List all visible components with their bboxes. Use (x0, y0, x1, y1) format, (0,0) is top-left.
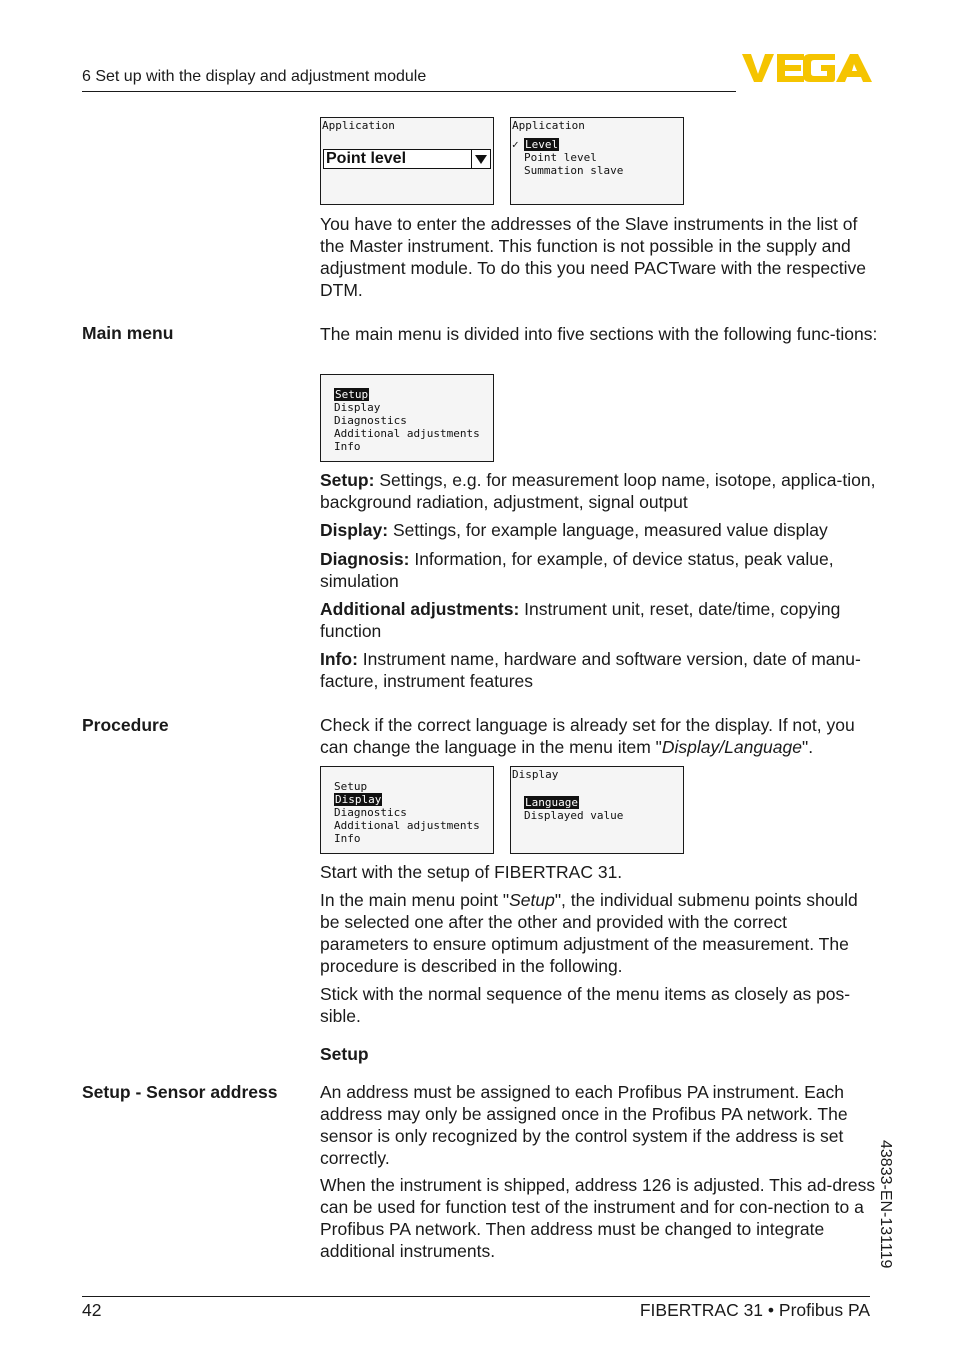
lcd-item[interactable]: Setup (334, 780, 368, 793)
dropdown-arrow-icon[interactable] (471, 150, 490, 168)
procedure-text (320, 714, 880, 758)
diagnosis-description (320, 548, 880, 592)
text-part: In the main menu point " (320, 890, 510, 910)
desc: Settings, for example language, measured value display (388, 520, 828, 540)
lcd-item[interactable]: Point level (524, 151, 597, 164)
document-code: 43833-EN-131119 (877, 1140, 894, 1269)
lcd-main-menu (320, 374, 494, 462)
lcd-title: Application (512, 119, 585, 132)
lcd-item[interactable]: Displayed value (524, 809, 624, 822)
main-menu-label: Main menu (82, 323, 174, 343)
sensor-address-p2: When the instrument is shipped, address 126 is adjusted. This ad-dress can be used for function test of the instrument and for con-nection to a Profibus PA network. Then address must be changed to integrate additional instruments. (320, 1175, 876, 1261)
text-part: Check if the correct language is already set for the display. If not, you can change the language in the menu item " (320, 715, 855, 757)
lcd-item[interactable]: Summation slave (524, 164, 624, 177)
main-point-text (320, 889, 880, 977)
application-select[interactable] (323, 149, 491, 169)
menu-path: Display/Language (661, 737, 802, 757)
desc: Instrument unit, reset, date/time, copying function (320, 599, 841, 641)
page-number: 42 (82, 1300, 102, 1320)
display-description (320, 519, 880, 541)
header-section-title: 6 Set up with the display and adjustment module (82, 68, 427, 85)
start-text: Start with the setup of FIBERTRAC 31. (320, 862, 623, 882)
desc: Instrument name, hardware and software version, date of manu-facture, instrument features (320, 649, 861, 691)
additional-description (320, 598, 880, 642)
lcd-application-list (510, 117, 684, 205)
info-description (320, 648, 880, 692)
menu-path: Setup (509, 890, 555, 910)
lcd-title: Application (322, 119, 395, 132)
lcd-main-menu-display (320, 766, 494, 854)
slave-note: You have to enter the addresses of the Slave instruments in the list of the Master instrument. This function is not possible in the supply and adjustment module. To do this you need PACTware with the respective DTM. (320, 214, 867, 300)
text-part: ". (801, 737, 814, 757)
vega-logo (742, 52, 872, 84)
lcd-title: Display (512, 768, 559, 781)
setup-heading: Setup (320, 1044, 369, 1064)
document-title: FIBERTRAC 31 • Profibus PA (639, 1300, 870, 1320)
sensor-address-p1: An address must be assigned to each Profibus PA instrument. Each address may only be assigned once in the Profibus PA network. The sensor is only recognized by the control system if the address is set correctly. (320, 1082, 848, 1168)
sensor-address-label: Setup - Sensor address (82, 1082, 278, 1102)
procedure-label: Procedure (82, 715, 169, 735)
lcd-item[interactable]: Info (334, 440, 361, 453)
header-rule (82, 91, 736, 92)
lcd-display-menu (510, 766, 684, 854)
lcd-item[interactable]: Info (334, 832, 361, 845)
sequence-text: Stick with the normal sequence of the menu items as closely as pos-sible. (320, 984, 851, 1026)
lcd-item-selected[interactable]: Language (525, 796, 578, 809)
setup-description (320, 469, 880, 513)
lcd-item[interactable]: Diagnostics (334, 414, 407, 427)
checkmark-icon: ✓ (512, 138, 519, 151)
lcd-item-selected[interactable]: Level (525, 138, 559, 151)
main-menu-intro: The main menu is divided into five sections with the following func-tions: (320, 324, 878, 344)
term: Display: (320, 520, 389, 540)
lcd-item[interactable]: Display (334, 401, 381, 414)
lcd-item[interactable]: Diagnostics (334, 806, 407, 819)
lcd-item-selected[interactable]: Display (335, 793, 382, 806)
lcd-item[interactable]: Additional adjustments (334, 819, 480, 832)
text-part: ", the individual submenu points should be selected one after the other and provided with the correct parameters to ensure optimum adjustment of the measurement. The procedure is described in the following. (320, 890, 858, 976)
footer-rule (82, 1296, 870, 1297)
application-select-value: Point level (326, 150, 407, 167)
term: Setup: (320, 470, 375, 490)
term: Diagnosis: (320, 549, 410, 569)
desc: Settings, e.g. for measurement loop name, isotope, applica-tion, background radiation, adjustment, signal output (320, 470, 876, 512)
term: Info: (320, 649, 358, 669)
lcd-item[interactable]: Additional adjustments (334, 427, 480, 440)
lcd-application-dropdown (320, 117, 494, 205)
desc: Information, for example, of device status, peak value, simulation (320, 549, 834, 591)
lcd-item-selected[interactable]: Setup (335, 388, 369, 401)
term: Additional adjustments: (320, 599, 520, 619)
